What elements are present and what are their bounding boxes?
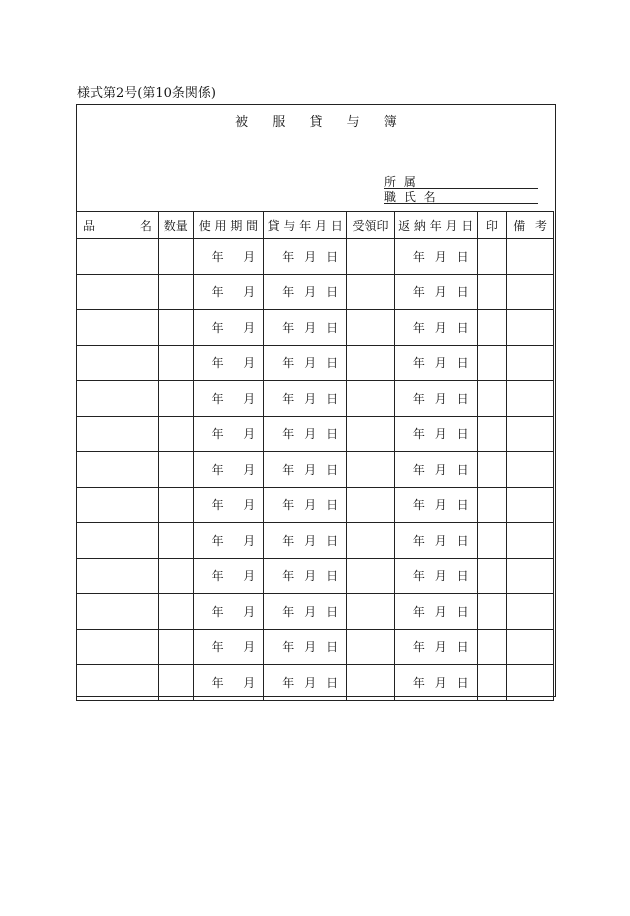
remarks-cell[interactable] — [507, 523, 554, 559]
date-unit: 月 — [243, 462, 256, 477]
form-number-label: 様式第2号(第10条関係) — [77, 86, 216, 101]
remarks-cell[interactable] — [507, 558, 554, 594]
date-unit: 月 — [243, 285, 256, 300]
date-unit: 月 — [304, 462, 317, 477]
date-unit: 月 — [434, 427, 447, 442]
col-remarks: 備 考 — [507, 212, 554, 239]
usage-period-cell[interactable] — [193, 416, 264, 452]
date-unit: 年 — [211, 569, 224, 584]
date-unit: 月 — [434, 320, 447, 335]
form-title — [77, 111, 555, 130]
date-unit: 月 — [243, 569, 256, 584]
received-seal-cell[interactable] — [347, 558, 395, 594]
date-unit: 年 — [211, 391, 224, 406]
date-unit: 年 — [211, 462, 224, 477]
col-seal: 印 — [477, 212, 507, 239]
ledger-table — [76, 211, 554, 701]
date-unit: 日 — [456, 569, 469, 584]
received-seal-cell[interactable] — [347, 487, 395, 523]
remarks-cell[interactable] — [507, 452, 554, 488]
item-name-cell[interactable] — [77, 416, 159, 452]
date-unit: 月 — [243, 356, 256, 371]
lend-date-cell[interactable] — [264, 345, 347, 381]
date-unit: 日 — [456, 604, 469, 619]
date-unit: 月 — [243, 249, 256, 264]
date-unit: 月 — [434, 285, 447, 300]
col-usage-period: 使 用 期 間 — [193, 212, 264, 239]
date-unit: 日 — [456, 427, 469, 442]
usage-period-cell[interactable] — [193, 558, 264, 594]
date-unit: 年 — [412, 285, 425, 300]
date-unit: 月 — [434, 533, 447, 548]
item-name-cell[interactable] — [77, 594, 159, 630]
quantity-cell[interactable] — [158, 629, 193, 665]
seal-cell[interactable] — [477, 416, 507, 452]
date-unit: 年 — [282, 569, 295, 584]
quantity-cell[interactable] — [158, 274, 193, 310]
date-unit: 年 — [211, 249, 224, 264]
title-char: 与 — [346, 115, 360, 130]
date-unit: 年 — [282, 640, 295, 655]
date-unit: 月 — [434, 462, 447, 477]
quantity-cell[interactable] — [158, 594, 193, 630]
return-date-cell[interactable] — [394, 487, 477, 523]
table-row — [77, 381, 554, 417]
title-char: 被 — [235, 115, 249, 130]
lend-date-cell[interactable] — [264, 523, 347, 559]
date-unit: 年 — [282, 285, 295, 300]
date-unit: 日 — [456, 285, 469, 300]
return-date-cell[interactable] — [394, 345, 477, 381]
usage-period-cell[interactable] — [193, 523, 264, 559]
received-seal-cell[interactable] — [347, 629, 395, 665]
date-unit: 年 — [412, 533, 425, 548]
date-unit: 月 — [304, 640, 317, 655]
date-unit: 日 — [326, 285, 339, 300]
return-date-cell[interactable] — [394, 558, 477, 594]
date-unit: 年 — [412, 462, 425, 477]
date-unit: 日 — [456, 462, 469, 477]
quantity-cell[interactable] — [158, 310, 193, 346]
date-unit: 月 — [304, 533, 317, 548]
position-name-label: 職 氏 名 — [384, 190, 438, 204]
received-seal-cell[interactable] — [347, 665, 395, 701]
table-row — [77, 416, 554, 452]
date-unit: 年 — [211, 320, 224, 335]
received-seal-cell[interactable] — [347, 345, 395, 381]
table-row — [77, 452, 554, 488]
remarks-cell[interactable] — [507, 310, 554, 346]
remarks-cell[interactable] — [507, 665, 554, 701]
usage-period-cell[interactable] — [193, 452, 264, 488]
usage-period-cell[interactable] — [193, 239, 264, 275]
date-unit: 月 — [304, 391, 317, 406]
received-seal-cell[interactable] — [347, 274, 395, 310]
quantity-cell[interactable] — [158, 345, 193, 381]
date-unit: 月 — [304, 569, 317, 584]
quantity-cell[interactable] — [158, 523, 193, 559]
date-unit: 月 — [304, 249, 317, 264]
received-seal-cell[interactable] — [347, 452, 395, 488]
date-unit: 月 — [304, 498, 317, 513]
return-date-cell[interactable] — [394, 381, 477, 417]
date-unit: 年 — [282, 462, 295, 477]
remarks-cell[interactable] — [507, 594, 554, 630]
remarks-cell[interactable] — [507, 274, 554, 310]
seal-cell[interactable] — [477, 345, 507, 381]
return-date-cell[interactable] — [394, 523, 477, 559]
lend-date-cell[interactable] — [264, 381, 347, 417]
lend-date-cell[interactable] — [264, 310, 347, 346]
received-seal-cell[interactable] — [347, 416, 395, 452]
date-unit: 月 — [243, 533, 256, 548]
date-unit: 月 — [434, 498, 447, 513]
date-unit: 日 — [326, 356, 339, 371]
date-unit: 年 — [412, 569, 425, 584]
item-name-cell[interactable] — [77, 629, 159, 665]
date-unit: 日 — [456, 356, 469, 371]
date-unit: 年 — [412, 604, 425, 619]
col-item-name: 品 名 — [77, 212, 159, 239]
date-unit: 月 — [243, 320, 256, 335]
date-unit: 月 — [304, 356, 317, 371]
item-name-cell[interactable] — [77, 523, 159, 559]
col-quantity: 数量 — [158, 212, 193, 239]
quantity-cell[interactable] — [158, 416, 193, 452]
lend-date-cell[interactable] — [264, 274, 347, 310]
date-unit: 年 — [211, 604, 224, 619]
date-unit: 日 — [456, 533, 469, 548]
affiliation-label: 所 属 — [384, 175, 418, 189]
lend-date-cell[interactable] — [264, 452, 347, 488]
table-row — [77, 310, 554, 346]
seal-cell[interactable] — [477, 523, 507, 559]
date-unit: 年 — [412, 427, 425, 442]
date-unit: 日 — [456, 320, 469, 335]
table-row — [77, 523, 554, 559]
date-unit: 月 — [434, 640, 447, 655]
lend-date-cell[interactable] — [264, 665, 347, 701]
date-unit: 日 — [326, 391, 339, 406]
received-seal-cell[interactable] — [347, 594, 395, 630]
lend-date-cell[interactable] — [264, 629, 347, 665]
lend-date-cell[interactable] — [264, 416, 347, 452]
date-unit: 月 — [243, 427, 256, 442]
usage-period-cell[interactable] — [193, 594, 264, 630]
return-date-cell[interactable] — [394, 665, 477, 701]
date-unit: 日 — [326, 569, 339, 584]
return-date-cell[interactable] — [394, 274, 477, 310]
remarks-cell[interactable] — [507, 239, 554, 275]
date-unit: 年 — [412, 249, 425, 264]
date-unit: 月 — [434, 675, 447, 690]
title-char: 貸 — [309, 115, 323, 130]
lend-date-cell[interactable] — [264, 558, 347, 594]
seal-cell[interactable] — [477, 310, 507, 346]
received-seal-cell[interactable] — [347, 310, 395, 346]
date-unit: 年 — [412, 498, 425, 513]
table-row — [77, 239, 554, 275]
item-name-cell[interactable] — [77, 558, 159, 594]
affiliation-field[interactable] — [384, 173, 538, 189]
quantity-cell[interactable] — [158, 558, 193, 594]
seal-cell[interactable] — [477, 452, 507, 488]
table-row — [77, 487, 554, 523]
remarks-cell[interactable] — [507, 416, 554, 452]
item-name-cell[interactable] — [77, 345, 159, 381]
date-unit: 日 — [456, 498, 469, 513]
usage-period-cell[interactable] — [193, 629, 264, 665]
date-unit: 年 — [282, 391, 295, 406]
date-unit: 日 — [326, 249, 339, 264]
date-unit: 年 — [412, 356, 425, 371]
seal-cell[interactable] — [477, 274, 507, 310]
date-unit: 日 — [326, 320, 339, 335]
date-unit: 年 — [282, 356, 295, 371]
date-unit: 月 — [243, 391, 256, 406]
return-date-cell[interactable] — [394, 310, 477, 346]
col-return-date: 返 納 年 月 日 — [394, 212, 477, 239]
date-unit: 月 — [243, 604, 256, 619]
date-unit: 日 — [456, 249, 469, 264]
table-row — [77, 665, 554, 701]
date-unit: 日 — [456, 391, 469, 406]
table-header-row — [77, 212, 554, 239]
received-seal-cell[interactable] — [347, 381, 395, 417]
date-unit: 年 — [282, 604, 295, 619]
date-unit: 年 — [282, 675, 295, 690]
table-row — [77, 594, 554, 630]
usage-period-cell[interactable] — [193, 381, 264, 417]
lend-date-cell[interactable] — [264, 487, 347, 523]
table-row — [77, 558, 554, 594]
date-unit: 月 — [304, 604, 317, 619]
date-unit: 年 — [282, 320, 295, 335]
date-unit: 月 — [304, 675, 317, 690]
date-unit: 月 — [434, 569, 447, 584]
return-date-cell[interactable] — [394, 594, 477, 630]
date-unit: 年 — [282, 427, 295, 442]
seal-cell[interactable] — [477, 558, 507, 594]
date-unit: 月 — [434, 356, 447, 371]
seal-cell[interactable] — [477, 239, 507, 275]
col-lend-date: 貸 与 年 月 日 — [264, 212, 347, 239]
date-unit: 日 — [326, 533, 339, 548]
date-unit: 年 — [412, 320, 425, 335]
title-char: 服 — [272, 115, 286, 130]
date-unit: 月 — [304, 285, 317, 300]
date-unit: 年 — [211, 675, 224, 690]
seal-cell[interactable] — [477, 381, 507, 417]
lend-date-cell[interactable] — [264, 239, 347, 275]
return-date-cell[interactable] — [394, 239, 477, 275]
date-unit: 年 — [412, 675, 425, 690]
table-row — [77, 629, 554, 665]
date-unit: 日 — [326, 462, 339, 477]
return-date-cell[interactable] — [394, 629, 477, 665]
item-name-cell[interactable] — [77, 310, 159, 346]
seal-cell[interactable] — [477, 594, 507, 630]
lend-date-cell[interactable] — [264, 594, 347, 630]
date-unit: 年 — [211, 356, 224, 371]
usage-period-cell[interactable] — [193, 345, 264, 381]
quantity-cell[interactable] — [158, 239, 193, 275]
date-unit: 年 — [412, 391, 425, 406]
table-row — [77, 274, 554, 310]
date-unit: 月 — [434, 604, 447, 619]
return-date-cell[interactable] — [394, 452, 477, 488]
item-name-cell[interactable] — [77, 665, 159, 701]
date-unit: 月 — [434, 391, 447, 406]
date-unit: 月 — [243, 675, 256, 690]
quantity-cell[interactable] — [158, 487, 193, 523]
usage-period-cell[interactable] — [193, 274, 264, 310]
date-unit: 年 — [282, 498, 295, 513]
date-unit: 月 — [243, 498, 256, 513]
seal-cell[interactable] — [477, 487, 507, 523]
usage-period-cell[interactable] — [193, 310, 264, 346]
date-unit: 年 — [211, 285, 224, 300]
table-row — [77, 345, 554, 381]
date-unit: 月 — [243, 640, 256, 655]
remarks-cell[interactable] — [507, 381, 554, 417]
return-date-cell[interactable] — [394, 416, 477, 452]
date-unit: 日 — [456, 640, 469, 655]
usage-period-cell[interactable] — [193, 487, 264, 523]
date-unit: 年 — [282, 533, 295, 548]
date-unit: 日 — [456, 675, 469, 690]
date-unit: 年 — [211, 640, 224, 655]
date-unit: 年 — [412, 640, 425, 655]
date-unit: 日 — [326, 498, 339, 513]
item-name-cell[interactable] — [77, 274, 159, 310]
date-unit: 日 — [326, 675, 339, 690]
item-name-cell[interactable] — [77, 487, 159, 523]
date-unit: 月 — [304, 320, 317, 335]
quantity-cell[interactable] — [158, 665, 193, 701]
date-unit: 日 — [326, 427, 339, 442]
date-unit: 年 — [211, 427, 224, 442]
quantity-cell[interactable] — [158, 452, 193, 488]
remarks-cell[interactable] — [507, 345, 554, 381]
col-received-seal: 受領印 — [347, 212, 395, 239]
received-seal-cell[interactable] — [347, 239, 395, 275]
item-name-cell[interactable] — [77, 452, 159, 488]
remarks-cell[interactable] — [507, 487, 554, 523]
ledger-form — [76, 104, 556, 697]
date-unit: 月 — [304, 427, 317, 442]
received-seal-cell[interactable] — [347, 523, 395, 559]
date-unit: 年 — [282, 249, 295, 264]
seal-cell[interactable] — [477, 665, 507, 701]
item-name-cell[interactable] — [77, 239, 159, 275]
item-name-cell[interactable] — [77, 381, 159, 417]
date-unit: 月 — [434, 249, 447, 264]
quantity-cell[interactable] — [158, 381, 193, 417]
position-name-field[interactable] — [384, 188, 538, 204]
date-unit: 日 — [326, 640, 339, 655]
remarks-cell[interactable] — [507, 629, 554, 665]
seal-cell[interactable] — [477, 629, 507, 665]
date-unit: 日 — [326, 604, 339, 619]
form-header — [77, 105, 555, 211]
date-unit: 年 — [211, 533, 224, 548]
usage-period-cell[interactable] — [193, 665, 264, 701]
title-char: 簿 — [383, 115, 397, 130]
date-unit: 年 — [211, 498, 224, 513]
